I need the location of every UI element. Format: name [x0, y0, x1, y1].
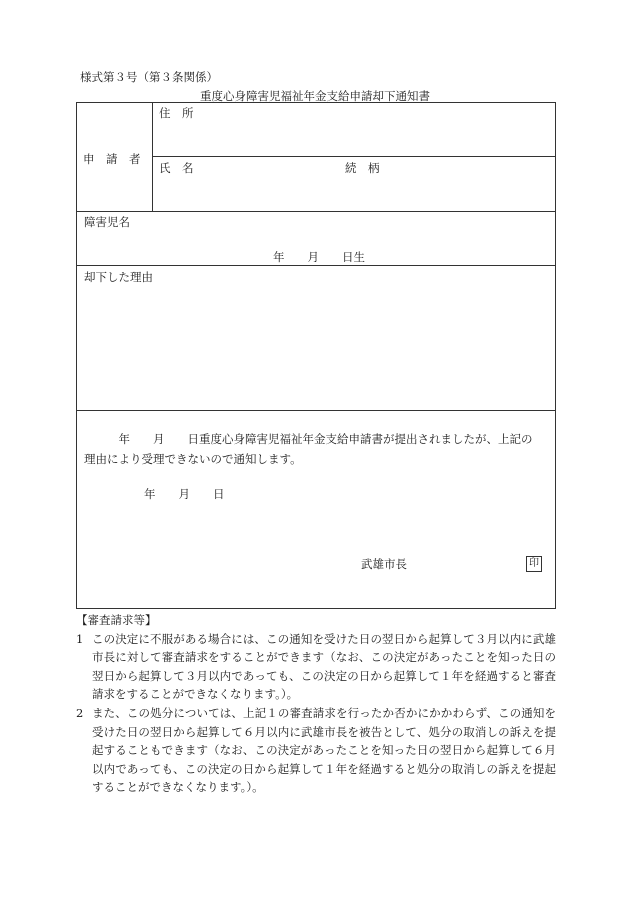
applicant-label: 申 請 者 — [83, 152, 141, 166]
appeal-notes — [76, 611, 556, 797]
child-reason-divider — [77, 265, 556, 266]
notice-form-table — [76, 102, 556, 609]
notice-date: 年 月 日 — [144, 487, 225, 501]
birthdate-field: 年 月 日生 — [273, 250, 365, 264]
name-label: 氏 名 — [159, 161, 194, 175]
address-name-divider — [152, 156, 556, 157]
note-text: また、この処分については、上記１の審査請求を行ったか否かにかかわらず、この通知を受けた日の翌日から起算して６月以内に武雄市長を被告として、処分の取消しの訴えを提起することもできます（なお、この決定があったことを知った日の翌日から起算して６月以内であっても、この決定の日から起算して１年を経過すると処分の取消しの訴えを提起することができなくなります。）。 — [92, 705, 556, 795]
reason-notice-divider — [77, 410, 556, 411]
seal-mark: 印 — [526, 556, 542, 572]
address-label: 住 所 — [159, 106, 194, 120]
note-text: この決定に不服がある場合には、この通知を受けた日の翌日から起算して３月以内に武雄市長に対して審査請求をすることができます（なお、この決定があったことを知った日の翌日から起算して３月以内であっても、この決定の日から起算して１年を経過すると審査請求をすることができなくなります。）。 — [92, 631, 556, 702]
notice-text — [84, 429, 550, 469]
reason-label: 却下した理由 — [84, 270, 153, 284]
notes-heading: 【審査請求等】 — [76, 613, 157, 627]
form-number: 様式第３号（第３条関係） — [80, 70, 218, 84]
issuer-name: 武雄市長 — [361, 557, 407, 571]
child-name-label: 障害児名 — [84, 215, 130, 229]
applicant-label-divider — [152, 103, 153, 211]
notice-line-1: 年 月 日重度心身障害児福祉年金支給申請書が提出されましたが、上記の — [84, 432, 533, 446]
note-number: 2 — [76, 705, 84, 720]
note-item — [76, 704, 556, 797]
document-title: 重度心身障害児福祉年金支給申請却下通知書 — [200, 89, 430, 103]
applicant-child-divider — [77, 211, 556, 212]
notice-line-2: 理由により受理できないので通知します。 — [84, 452, 302, 466]
relation-label: 続 柄 — [345, 161, 380, 175]
note-number: 1 — [76, 631, 84, 646]
note-item — [76, 630, 556, 704]
